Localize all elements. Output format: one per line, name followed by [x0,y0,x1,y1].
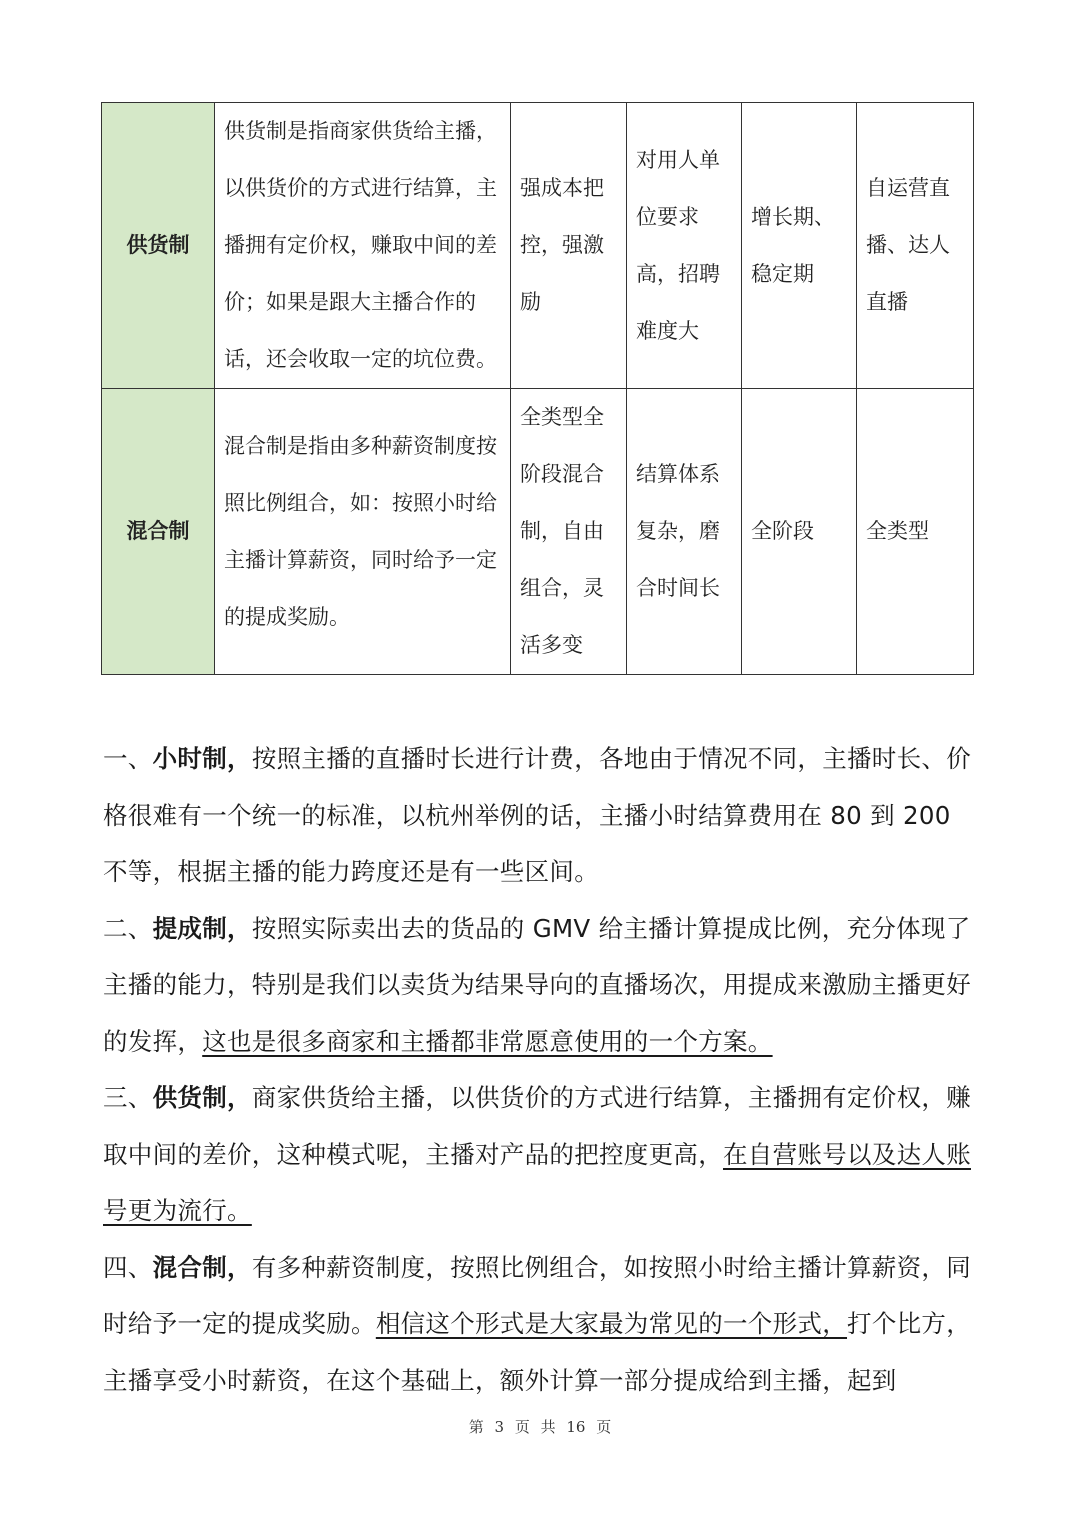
salary-table-wrap [101,102,974,675]
paragraph-mixed [103,1240,983,1410]
paragraph-heading: 供货制， [152,1083,252,1112]
paragraph-number: 二、 [103,913,153,943]
page-footer: 第 3 页 共 16 页 [468,1418,612,1436]
paragraph-hourly [103,731,983,901]
row-name-cell: 混合制 [102,389,215,675]
paragraph-text: 按照主播的直播时长进行计费，各地由于情况不同，主播时长、价格很难有一个统一的标准，以杭州举例的话，主播小时结算费用在 80 到 200 不等，根据主播的能力跨度还是有一些区间。 [103,744,972,886]
underlined-text: 这也是很多商家和主播都非常愿意使用的一个方案。 [202,1026,773,1056]
disadvantage-cell: 结算体系复杂，磨合时间长 [627,389,742,675]
paragraph-supply [103,1070,983,1240]
body-text [103,731,983,1409]
paragraph-heading: 小时制， [152,744,252,773]
paragraph-heading: 混合制， [152,1252,252,1282]
paragraph-commission [103,901,983,1071]
paragraph-text: 按照实际卖出去的货品的 GMV 给主播计算提成比例，充分体现了主播的能力，特别是我们以卖货为结果导向的直播场次，用提成来激励主播更好的发挥， [103,913,971,1056]
paragraph-number: 三、 [103,1083,153,1112]
table-row [102,103,974,389]
paragraph-text: 商家供货给主播，以供货价的方式进行结算，主播拥有定价权，赚取中间的差价，这种模式呢，主播对产品的把控度更高， [103,1083,972,1169]
stage-cell: 全阶段 [742,389,857,675]
stage-cell: 增长期、稳定期 [742,103,857,389]
paragraph-number: 四、 [103,1252,153,1282]
definition-cell: 混合制是指由多种薪资制度按照比例组合，如：按照小时给主播计算薪资，同时给予一定的提成奖励。 [215,389,511,675]
underlined-text: 在自营账号以及达人账号更为流行。 [103,1139,971,1225]
underlined-text: 相信这个形式是大家最为常见的一个形式， [375,1309,848,1338]
paragraph-number: 一、 [103,744,153,773]
type-cell: 全类型 [857,389,974,675]
paragraph-text: 打个比方，主播享受小时薪资，在这个基础上，额外计算一部分提成给到主播，起到 [103,1309,972,1395]
salary-table [101,102,974,675]
row-name-cell: 供货制 [102,103,215,389]
disadvantage-cell: 对用人单位要求高，招聘难度大 [627,103,742,389]
table-row [102,389,974,675]
paragraph-text: 有多种薪资制度，按照比例组合，如按照小时给主播计算薪资，同时给予一定的提成奖励。 [103,1252,972,1338]
advantage-cell: 强成本把控，强激励 [511,103,627,389]
type-cell: 自运营直播、达人直播 [857,103,974,389]
definition-cell: 供货制是指商家供货给主播，以供货价的方式进行结算，主播拥有定价权，赚取中间的差价；如果是跟大主播合作的话，还会收取一定的坑位费。 [215,103,511,389]
advantage-cell: 全类型全阶段混合制，自由组合，灵活多变 [511,389,627,675]
paragraph-heading: 提成制， [152,913,252,943]
